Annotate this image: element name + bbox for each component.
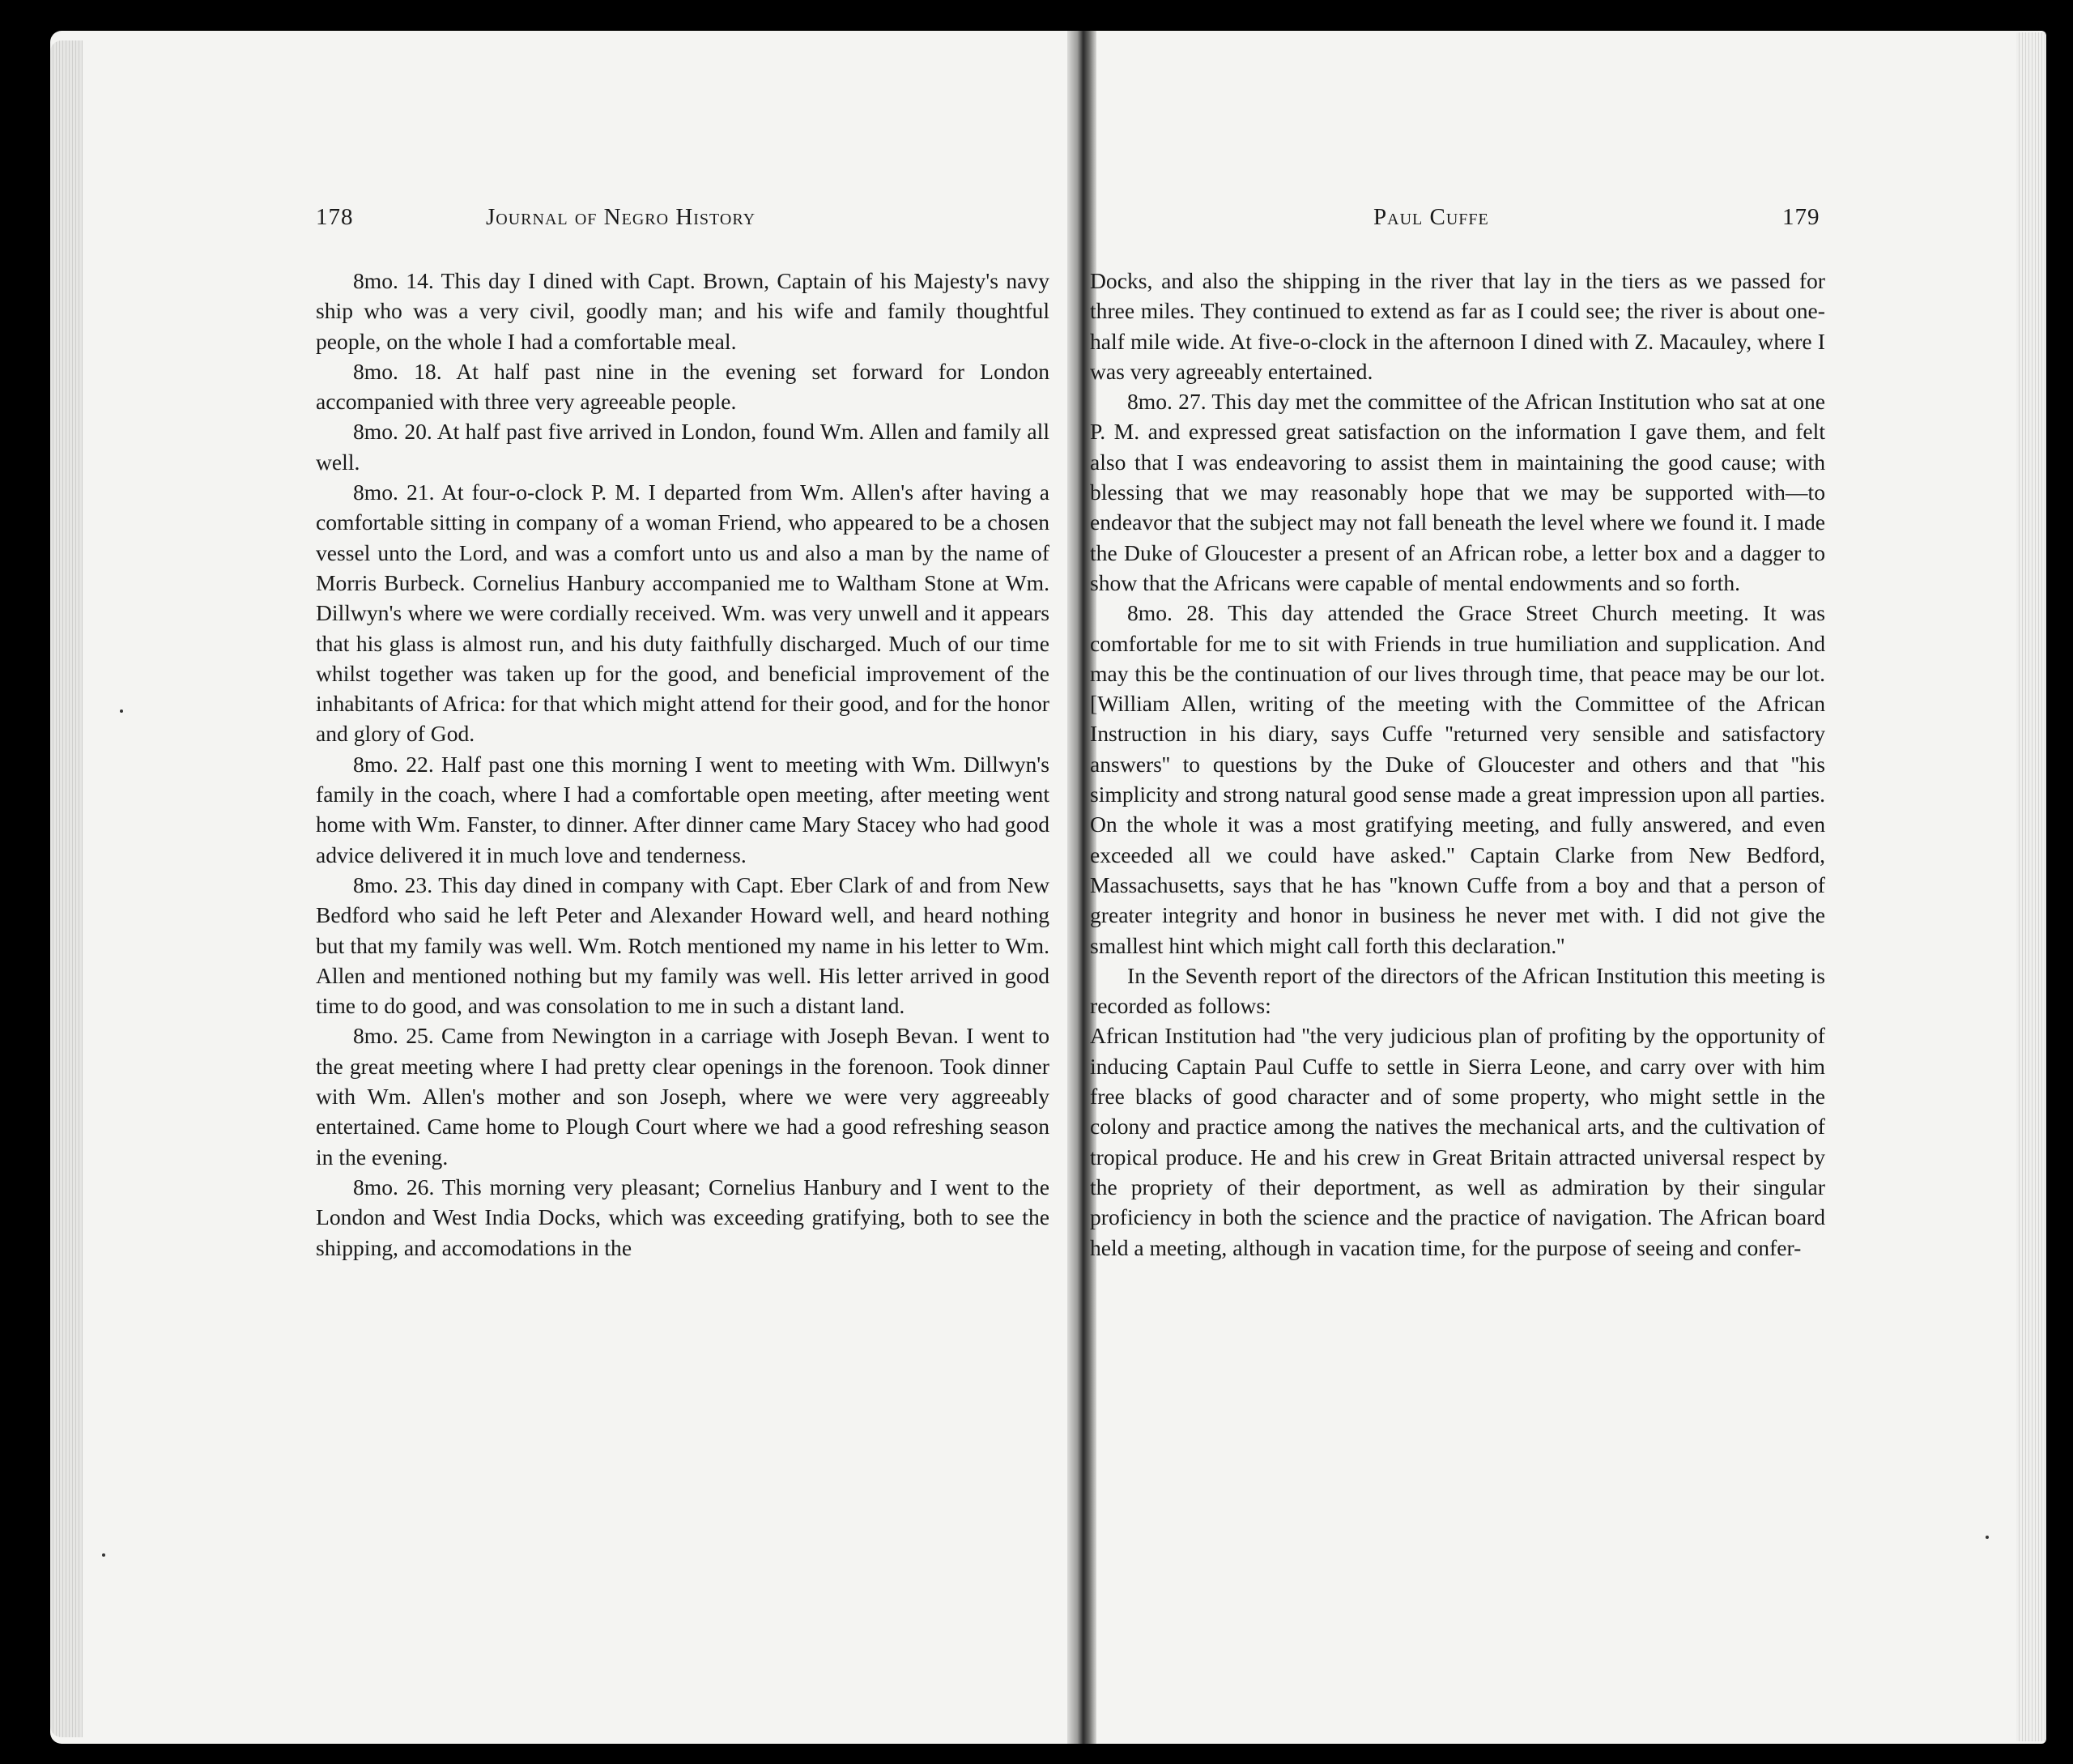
left-page-body [316, 266, 1049, 1263]
paragraph: 8mo. 25. Came from Newington in a carriage with Joseph Bevan. I went to the great meeting where I had pretty clear openings in the forenoon. Took dinner with Wm. Allen's mother and son Joseph, where we were very aggreeably entertained. Came home to Plough Court where we had a good refreshing season in the evening. [316, 1023, 1049, 1170]
left-page-edges [50, 40, 83, 1737]
margin-speck [120, 709, 123, 713]
margin-speck [102, 1553, 105, 1557]
paragraph: 8mo. 28. This day attended the Grace Street Church meeting. It was comfortable for me to sit with Friends in true humiliation and supplication. And may this be the continuation of our lives through time, that peace may be our lot. [William Allen, writing of the meeting with the Committee of the African Instruction in his diary, says Cuffe ''returned very sensible and satisfactory answers'' to questions by the Duke of Gloucester and others and that ''his simplicity and strong natural good sense made a great impression upon all parties. On the whole it was a most gratifying meeting, and fully answered, and even exceeded all we could have asked.'' Captain Clarke from New Bedford, Massachusetts, says that he has ''known Cuffe from a boy and that a person of greater integrity and honor in business he never met with. I did not give the smallest hint which might call forth this declaration.'' [1090, 600, 1825, 958]
paragraph: 8mo. 20. At half past five arrived in London, found Wm. Allen and family all well. [316, 419, 1049, 475]
paragraph: 8mo. 27. This day met the committee of the African Institution who sat at one P. M. and expressed great satisfaction on the information I gave them, and felt also that I was endeavoring to assist them in maintaining the good cause; with blessing that we may reasonably hope that we may be supported with—to endeavor that the subject may not fall beneath the level where we found it. I made the Duke of Gloucester a present of an African robe, a letter box and a dagger to show that the Africans were capable of mental endowments and so forth. [1090, 389, 1825, 595]
paragraph: 8mo. 23. This day dined in company with Capt. Eber Clark of and from New Bedford who said he left Peter and Alexander Howard well, and heard nothing but that my family was well. Wm. Rotch mentioned my name in his letter to Wm. Allen and mentioned nothing but my family was well. His letter arrived in good time to do good, and was consolation to me in such a distant land. [316, 871, 1049, 1019]
right-page-edges [2016, 32, 2045, 1741]
paragraph: Docks, and also the shipping in the river that lay in the tiers as we passed for three miles. They continued to extend as far as I could see; the river is about one-half mile wide. At five-o-clock in the afternoon I dined with Z. Macauley, where I was very agreeably entertained. [1090, 268, 1825, 384]
paragraph: 8mo. 18. At half past nine in the evening set forward for London accompanied with three very agreeable people. [316, 358, 1049, 415]
paragraph: 8mo. 22. Half past one this morning I went to meeting with Wm. Dillwyn's family in the coach, where I had a comfortable open meeting, after meeting went home with Wm. Fanster, to dinner. After dinner came Mary Stacey who had good advice delivered it in much love and tenderness. [316, 751, 1049, 867]
right-page-number: 179 [1782, 204, 1820, 230]
paragraph: In the Seventh report of the directors of the African Institution this meeting is recorded as follows: [1090, 962, 1825, 1019]
paragraph: 8mo. 26. This morning very pleasant; Cornelius Hanbury and I went to the London and West India Docks, which was exceeding gratifying, both to see the shipping, and accomodations in the [316, 1174, 1049, 1260]
margin-speck [1986, 1536, 1989, 1539]
left-page-number: 178 [316, 204, 354, 230]
right-running-title: Paul Cuffe [1373, 204, 1489, 230]
left-running-title: Journal of Negro History [486, 204, 756, 230]
right-page-body [1090, 266, 1825, 1263]
paragraph: 8mo. 21. At four-o-clock P. M. I departed from Wm. Allen's after having a comfortable sitting in company of a woman Friend, who appeared to be a chosen vessel unto the Lord, and was a comfort unto us and also a man by the name of Morris Burbeck. Cornelius Hanbury accompanied me to Waltham Stone at Wm. Dillwyn's where we were cordially received. Wm. was very unwell and it appears that his glass is almost run, and his duty faithfully discharged. Much of our time whilst together was taken up for the good, and beneficial improvement of the inhabitants of Africa: for that which might attend for their good, and for the honor and glory of God. [316, 479, 1049, 747]
paragraph: 8mo. 14. This day I dined with Capt. Brown, Captain of his Majesty's navy ship who was a very civil, goodly man; and his wife and family thoughtful people, on the whole I had a comfortable meal. [316, 268, 1049, 354]
paragraph: African Institution had ''the very judicious plan of profiting by the opportunity of inducing Captain Paul Cuffe to settle in Sierra Leone, and carry over with him free blacks of good character and of some property, who might settle in the colony and practice among the natives the mechanical arts, and the cultivation of tropical produce. He and his crew in Great Britain attracted universal respect by the propriety of their deportment, as well as admiration by their singular proficiency in both the science and the practice of navigation. The African board held a meeting, although in vacation time, for the purpose of seeing and confer- [1090, 1023, 1825, 1260]
